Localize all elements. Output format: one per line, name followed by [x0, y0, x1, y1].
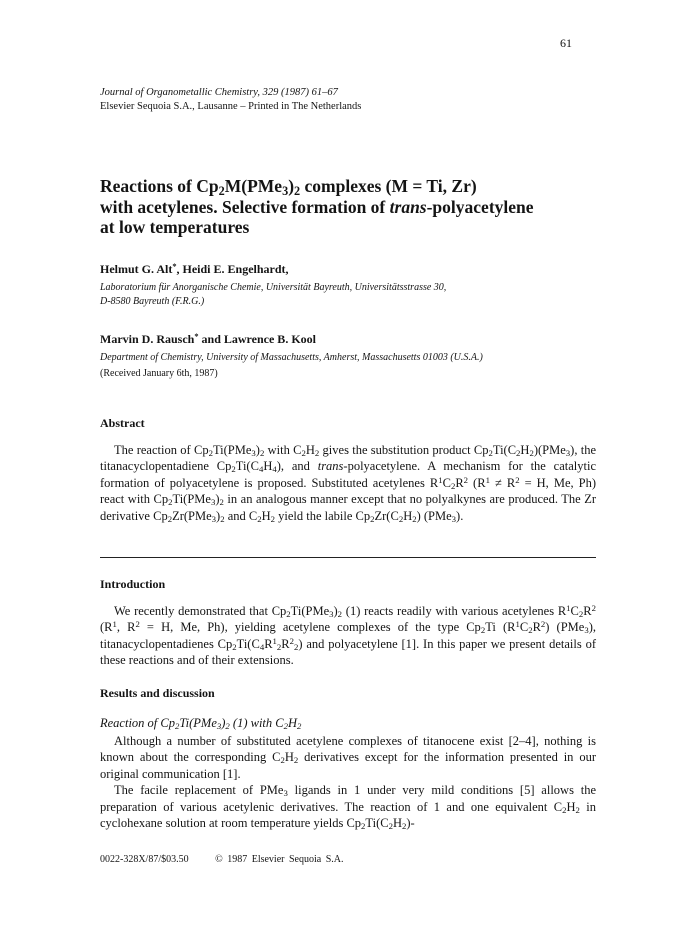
title-line-3: at low temperatures [100, 217, 250, 237]
author-block-2 [100, 332, 600, 380]
title-line-2: with acetylenes. Selective formation of trans-polyacetylene [100, 196, 534, 217]
author-block-1 [100, 262, 600, 308]
results-paragraph-2: The facile replacement of PMe$_3$ ligands in 1 under very mild conditions [5] allows the preparation of various acetylenic derivatives. The reaction of 1 and one equivalent $C_2H_2$ in cyclohexane solution at room temperature yields $Cp_2Ti(C_2H_2)-$ [100, 783, 597, 832]
results-heading: Results and discussion [100, 686, 215, 700]
section-divider [100, 557, 596, 558]
affiliation-2: Department of Chemistry, University of Massachusetts, Amherst, Massachusetts 01003 (U.S.A.) [100, 352, 483, 363]
author-names-2: Marvin D. Rausch* and Lawrence B. Kool [100, 332, 316, 346]
abstract-heading: Abstract [100, 416, 145, 430]
title-line-1: Reactions of $Cp_2M(PMe_3)_2$ complexes (M = Ti, Zr) [100, 176, 477, 199]
received-date: (Received January 6th, 1987) [100, 367, 218, 379]
results-subheading: Reaction of $Cp_2Ti(PMe_3)_2$ (1) with $C_2H_2$ [100, 716, 302, 732]
results-paragraph-1: Although a number of substituted acetylene complexes of titanocene exist [2–4], nothing is known about the corresponding $C_2H_2$ derivatives except for the information presented in our original communication [1]. [100, 734, 596, 781]
introduction-body [100, 603, 596, 669]
footer [100, 854, 343, 865]
publisher-line: Elsevier Sequoia S.A., Lausanne – Printed in The Netherlands [100, 101, 362, 112]
author-names-1: Helmut G. Alt*, Heidi E. Engelhardt, [100, 262, 289, 276]
affiliation-1: Laboratorium für Anorganische Chemie, Universität Bayreuth, Universitätsstrasse 30, D-8580 Bayreuth (F.R.G.) [100, 282, 447, 307]
introduction-paragraph: We recently demonstrated that $Cp_2Ti(PMe_3)_2$ (1) reacts readily with various acetylenes $R^1C_2R^2$ ($R^1$, $R^2 = H$, Me, Ph), yielding acetylene complexes of the type $Cp_2Ti$ $(R^1C_2R^2)$ (PMe$_3$), titanacyclopentadienes $Cp_2Ti(C_4R^1_2R^2_2)$ and polyacetylene [1]. In this paper we present details of these reactions and of their extensions. [100, 603, 596, 668]
abstract-body [100, 442, 596, 524]
journal-header [100, 86, 600, 114]
introduction-heading: Introduction [100, 577, 166, 591]
paper-title [100, 176, 600, 238]
results-body [100, 733, 596, 831]
abstract-paragraph: The reaction of $Cp_2Ti(PMe_3)_2$ with $C_2H_2$ gives the substitution product $Cp_2Ti(C_2H_2)(PMe_3)$, the titanacyclopentadiene $Cp_2Ti(C_4H_4)$, and trans-polyacetylene. A mechanism for the catalytic formation of polyacetylene is proposed. Substituted acetylenes $R^1C_2R^2$ ($R^1 \ne R^2 = H$, Me, Ph) react with $Cp_2Ti(PMe_3)_2$ in an analogous manner except that no polyalkynes are produced. The Zr derivative $Cp_2Zr(PMe_3)_2$ and $C_2H_2$ yield the labile $Cp_2Zr(C_2H_2)$ (PMe$_3$). [100, 443, 597, 524]
journal-citation: Journal of Organometallic Chemistry, 329 (1987) 61–67 [100, 87, 338, 98]
copyright: © 1987 Elsevier Sequoia S.A. [215, 854, 344, 865]
page-number: 61 [560, 36, 572, 50]
article-code: 0022-328X/87/$03.50 [100, 854, 189, 865]
